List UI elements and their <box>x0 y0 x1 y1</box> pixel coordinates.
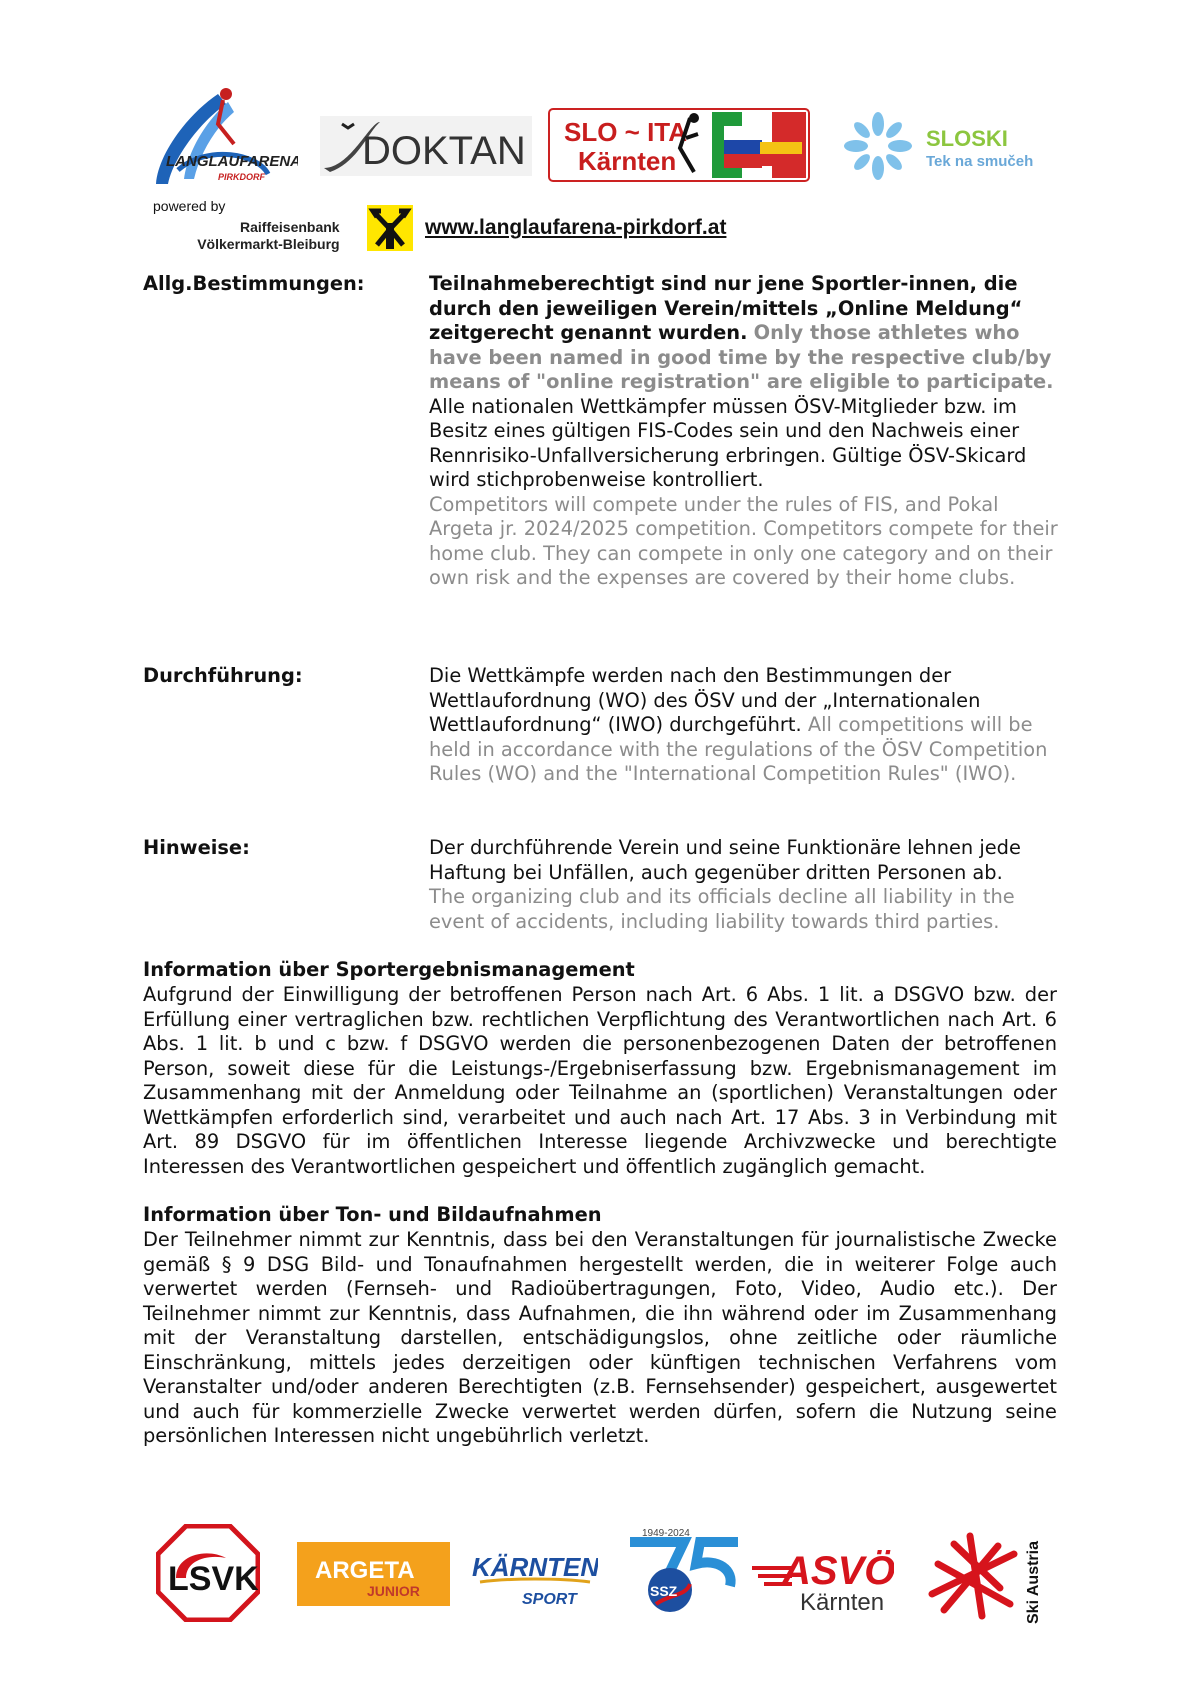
ski-austria-logo <box>924 1524 1048 1624</box>
ssz-75-logo <box>626 1524 748 1620</box>
svg-text:SLO ~ ITA: SLO ~ ITA <box>564 117 688 147</box>
svg-text:DOKTAN: DOKTAN <box>362 129 526 173</box>
svg-text:Tek na smučeh: Tek na smučeh <box>926 153 1034 170</box>
svg-text:1949-2024: 1949-2024 <box>642 1528 690 1539</box>
allg-label: Allg.Bestimmungen: <box>143 272 365 295</box>
hinweise-block <box>429 836 1063 934</box>
allg-p1-en: Only those athletes who have been named in good time by the respective club/by means of "online registration" are eligible to participate. <box>429 321 1054 393</box>
hinweise-de: Der durchführende Verein und seine Funktionäre lehnen jede Haftung bei Unfällen, auch gegenüber dritten Personen ab. <box>429 836 1021 884</box>
svg-text:KÄRNTEN: KÄRNTEN <box>472 1552 598 1582</box>
durchfuehrung-de: Die Wettkämpfe werden nach den Bestimmungen der Wettlaufordnung (WO) des ÖSV und der „Internationalen Wettlaufordnung“ (IWO) durchgeführt. <box>429 664 981 736</box>
svg-text:SPORT: SPORT <box>522 1591 577 1608</box>
ton-title: Information über Ton- und Bildaufnahmen <box>143 1203 602 1226</box>
langlaufarena-logo <box>148 84 298 196</box>
svg-text:SSZ: SSZ <box>650 1583 678 1599</box>
sport-body: Aufgrund der Einwilligung der betroffenen Person nach Art. 6 Abs. 1 lit. a DSGVO bzw. der Erfüllung einer vertraglichen bzw. rechtlichen Verpflichtung des Verantwortlichen nach Art. 6 Abs. 1 lit. b und c bzw. f DSGVO werden die personenbezogenen Daten der betroffenen Person, soweit diese für die Leistungs-/Ergebniserfassung bzw. Ergebnismanagement im Zusammenhang mit der Anmeldung oder Teilnahme an (sportlichen) Veranstaltungen oder Wettkämpfen erforderlich sind, verarbeitet und auch nach Art. 17 Abs. 3 in Verbindung mit Art. 89 DSGVO für im öffentlichen Interesse liegende Archivzwecke und berechtigte Interessen des Verantwortlichen gespeichert und öffentlich zugänglich gemacht. <box>143 983 1057 1178</box>
svg-text:JUNIOR: JUNIOR <box>367 1583 420 1599</box>
svg-text:Kärnten: Kärnten <box>800 1589 885 1616</box>
doktan-logo <box>320 112 532 180</box>
lsvk-logo <box>156 1524 260 1622</box>
website-link[interactable]: www.langlaufarena-pirkdorf.at <box>425 216 727 239</box>
durchfuehrung-en: All competitions will be held in accordance with the regulations of the ÖSV Competition Rules (WO) and the "International Competition Rules" (IWO). <box>429 713 1048 785</box>
langlaufarena-text: LANGLAUFARENA <box>166 153 298 170</box>
sport-title: Information über Sportergebnismanagement <box>143 958 635 981</box>
powered-by: powered by <box>153 198 226 214</box>
svg-text:LSVK: LSVK <box>168 1560 259 1598</box>
durchfuehrung-block <box>429 664 1063 787</box>
allg-p2-en: Competitors will compete under the rules of FIS, and Pokal Argeta jr. 2024/2025 competition. Competitors compete for their home club. They can compete in only one category and on their own risk and the expenses are covered by their home clubs. <box>429 492 1058 589</box>
kaernten-sport-logo <box>470 1542 598 1608</box>
svg-text:Kärnten: Kärnten <box>578 146 677 176</box>
raiffeisen-logo <box>367 205 413 251</box>
argeta-junior-logo <box>297 1542 450 1606</box>
ton-body: Der Teilnehmer nimmt zur Kenntnis, dass bei den Veranstaltungen für journalistische Zwecke gemäß § 9 DSG Bild- und Tonaufnahmen hergestellt werden, die in weiterer Folge auch verwertet werden (Fernseh- und Radioübertragungen, Foto, Video, Audio etc.). Der Teilnehmer nimmt zur Kenntnis, dass Aufnahmen, die ihn während oder im Zusammenhang mit der Veranstaltung darstellen, entschädigungslos, ohne zeitliche oder räumliche Einschränkung, mittels jedes derzeitigen oder künftigen technischen Verfahrens vom Veranstalter und/oder anderen Berechtigten (z.B. Fernsehsender) gespeichert, ausgewertet und auch für kommerzielle Zwecke verwertet werden dürfen, sofern die Nutzung seine persönlichen Interessen nicht ungebührlich verletzt. <box>143 1228 1057 1447</box>
allg-p1-de: Teilnahmeberechtigt sind nur jene Sportler-innen, die durch den jeweiligen Verein/mittels „Online Meldung“ zeitgerecht genannt wurden. <box>429 272 1023 344</box>
allg-p2-de: Alle nationalen Wettkämpfer müssen ÖSV-Mitglieder bzw. im Besitz eines gültigen FIS-Codes sein und den Nachweis einer Rennrisiko-Unfallversicherung erbringen. Gültige ÖSV-Skicard wird stichprobenweise kontrolliert. <box>429 394 1027 491</box>
slo-ita-kaernten-logo <box>548 108 810 182</box>
durchfuehrung-label: Durchführung: <box>143 664 303 687</box>
svg-text:ARGETA: ARGETA <box>315 1557 415 1584</box>
svg-text:PIRKDORF: PIRKDORF <box>218 172 265 182</box>
allg-block <box>429 272 1063 591</box>
sloski-logo <box>844 112 1040 180</box>
svg-text:ASVÖ: ASVÖ <box>782 1549 894 1593</box>
bank-name: Raiffeisenbank Völkermarkt-Bleiburg <box>197 219 340 252</box>
hinweise-en: The organizing club and its officials decline all liability in the event of accidents, including liability towards third parties. <box>429 885 1015 933</box>
svg-text:SLOSKI: SLOSKI <box>926 126 1008 151</box>
svg-text:Ski Austria: Ski Austria <box>1025 1541 1042 1624</box>
asvo-kaernten-logo <box>752 1538 894 1616</box>
hinweise-label: Hinweise: <box>143 836 250 859</box>
